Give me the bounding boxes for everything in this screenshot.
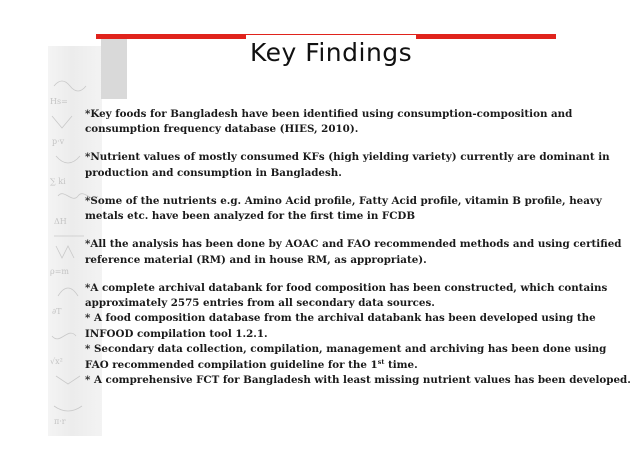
finding-line: metals etc. have been analyzed for the first time in FCDB [85,210,416,223]
line-text-before: FAO recommended compilation guideline for the 1 [85,358,378,371]
finding-key-foods [85,107,585,138]
finding-line: *Some of the nutrients e.g. Amino Acid profile, Fatty Acid profile, vitamin B profile, heavy [85,194,602,207]
finding-line: *A complete archival databank for food composition has been constructed, which contains [85,281,608,294]
finding-line: consumption frequency database (HIES, 2010). [85,123,359,136]
finding-line: *Nutrient values of mostly consumed KFs (high yielding variety) currently are dominant in [85,151,610,164]
svg-text:π·r: π·r [54,417,66,426]
finding-line: *Key foods for Bangladesh have been identified using consumption-composition and [85,108,573,120]
finding-line: *All the analysis has been done by AOAC and FAO recommended methods and using certified [85,238,622,251]
finding-line: reference material (RM) and in house RM, as appropriate). [85,253,427,266]
line-text-after: time. [384,358,418,371]
ordinal-superscript: st [377,357,385,366]
finding-line: * Secondary data collection, compilation, management and archiving has been done using [85,343,607,356]
finding-line: * A comprehensive FCT for Bangladesh with least missing nutrient values has been developed. [85,374,631,387]
findings-list [85,107,631,388]
svg-text:Hs=: Hs= [50,97,68,106]
finding-line: INFOOD compilation tool 1.2.1. [85,327,268,340]
finding-analysis-methods [85,237,622,268]
finding-nutrient-values [85,150,610,181]
svg-text:√x²: √x² [50,357,63,366]
grey-accent-block [101,39,127,99]
finding-databank-group [85,281,631,389]
finding-line: approximately 2575 entries from all secondary data sources. [85,297,435,310]
finding-line-superscript [85,358,585,373]
slide-title: Key Findings [246,35,416,71]
finding-line: production and consumption in Bangladesh. [85,166,342,179]
svg-text:∑ ki: ∑ ki [50,177,66,186]
svg-text:∂T: ∂T [52,307,62,316]
finding-nutrient-profiles [85,194,602,225]
svg-text:ΔH: ΔH [54,217,67,226]
svg-text:p·v: p·v [52,137,65,146]
finding-line: * A food composition database from the archival databank has been developed using the [85,312,596,325]
svg-text:ρ=m: ρ=m [50,267,69,276]
